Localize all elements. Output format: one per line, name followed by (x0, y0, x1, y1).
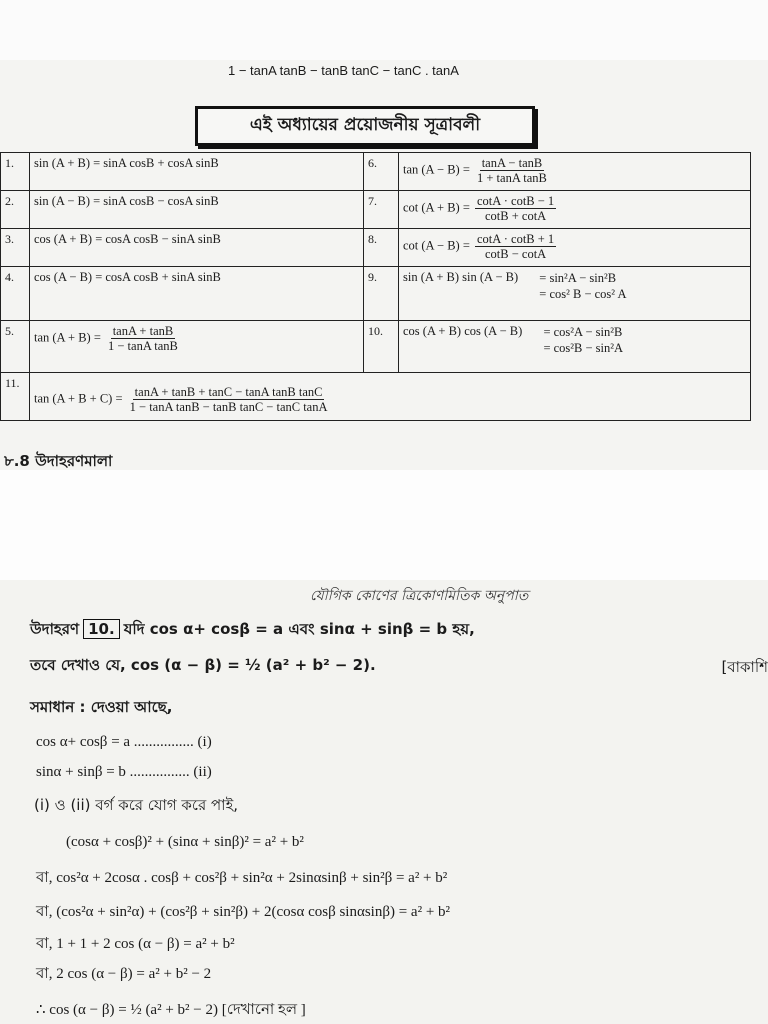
formula-cell (399, 191, 751, 229)
denominator: 1 − tanA tanB − tanB tanC − tanC tanA (129, 400, 328, 414)
numerator: cotA · cotB + 1 (477, 232, 555, 246)
formula-lhs: cot (A − B) = (403, 238, 470, 253)
result-line: = cos²B − sin²A (543, 341, 624, 355)
table-row (1, 373, 751, 421)
formula-cell (30, 373, 751, 421)
formula-cell: sin (A + B) = sinA cosB + cosA sinB (30, 153, 364, 191)
denominator: cotB − cotA (484, 247, 547, 261)
formula-title: এই অধ্যায়ের প্রয়োজনীয় সূত্রাবলী (195, 106, 535, 146)
result-line: = cos²A − sin²B (543, 325, 623, 339)
row-number: 4. (1, 267, 30, 321)
formula-cell (399, 267, 751, 321)
formula-lhs: tan (A − B) = (403, 162, 470, 177)
fraction (106, 324, 180, 353)
math-line: ∴ cos (α − β) = ½ (a² + b² − 2) [দেখানো হল ] (36, 1002, 306, 1018)
example-claim: তবে দেখাও যে, cos (α − β) = ½ (a² + b² − 2). (30, 656, 376, 674)
table-row (1, 191, 751, 229)
row-number: 9. (364, 267, 399, 321)
result-line: = sin²A − sin²B (539, 271, 617, 285)
formula-lhs: tan (A + B) = (34, 330, 101, 345)
solution-heading: সমাধান : দেওয়া আছে, (30, 698, 173, 716)
row-number: 6. (364, 153, 399, 191)
fraction (128, 385, 330, 414)
math-line: বা, 1 + 1 + 2 cos (α − β) = a² + b² (36, 936, 235, 952)
math-line: বা, (cos²α + sin²α) + (cos²β + sin²β) + 2(cosα cosβ sinαsinβ) = a² + b² (36, 904, 451, 920)
row-number: 7. (364, 191, 399, 229)
row-number: 11. (1, 373, 30, 421)
formula-lhs: cos (A + B) cos (A − B) (403, 324, 523, 338)
numerator: tanA + tanB (112, 324, 174, 338)
fraction (475, 194, 556, 223)
numerator: tanA + tanB + tanC − tanA tanB tanC (134, 385, 323, 399)
fraction (475, 232, 556, 261)
formula-cell: sin (A − B) = sinA cosB − cosA sinB (30, 191, 364, 229)
denominator: 1 + tanA tanB (477, 171, 547, 185)
top-margin (0, 0, 768, 60)
formula-cell (399, 321, 751, 373)
row-number: 8. (364, 229, 399, 267)
row-number: 2. (1, 191, 30, 229)
formula-cell (399, 229, 751, 267)
table-row (1, 321, 751, 373)
chapter-running-head: যৌগিক কোণের ত্রিকোণমিতিক অনুপাত (310, 588, 529, 604)
row-number: 5. (1, 321, 30, 373)
example-statement (30, 618, 475, 643)
given-equation: sinα + sinβ = b ................ (ii) (36, 764, 212, 780)
row-number: 3. (1, 229, 30, 267)
formula-cell (30, 321, 364, 373)
math-line: (cosα + cosβ)² + (sinα + sinβ)² = a² + b² (66, 834, 304, 850)
page-gap (0, 470, 768, 580)
denominator: cotB + cotA (484, 209, 547, 223)
section-heading: ৮.8 উদাহরণমালা (4, 452, 113, 470)
fraction (475, 156, 549, 185)
given-equation: cos α+ cosβ = a ................ (i) (36, 734, 212, 750)
denominator: 1 − tanA tanB (108, 339, 178, 353)
formula-lhs: tan (A + B + C) = (34, 391, 123, 406)
formula-lhs: sin (A + B) sin (A − B) (403, 270, 519, 284)
formula-cell: cos (A − B) = cosA cosB + sinA sinB (30, 267, 364, 321)
example-text: যদি cos α+ cosβ = a এবং sinα + sinβ = b হয়, (123, 620, 475, 638)
row-number: 1. (1, 153, 30, 191)
example-number: 10. (83, 619, 120, 639)
previous-line-fragment: 1 − tanA tanB − tanB tanC − tanC . tanA (228, 63, 459, 78)
numerator: cotA · cotB − 1 (477, 194, 555, 208)
formula-cell (399, 153, 751, 191)
source-tag: [বাকাশি (721, 658, 768, 676)
formula-results (539, 270, 626, 302)
table-row (1, 229, 751, 267)
row-number: 10. (364, 321, 399, 373)
formula-cell: cos (A + B) = cosA cosB − sinA sinB (30, 229, 364, 267)
result-line: = cos² B − cos² A (539, 287, 627, 301)
math-line: বা, cos²α + 2cosα . cosβ + cos²β + sin²α + 2sinαsinβ + sin²β = a² + b² (36, 870, 448, 886)
formula-table (0, 152, 751, 421)
numerator: tanA − tanB (481, 156, 543, 170)
table-row (1, 153, 751, 191)
step-text: (i) ও (ii) বর্গ করে যোগ করে পাই, (34, 796, 239, 814)
table-row (1, 267, 751, 321)
formula-results (543, 324, 623, 356)
formula-lhs: cot (A + B) = (403, 200, 470, 215)
math-line: বা, 2 cos (α − β) = a² + b² − 2 (36, 966, 212, 982)
example-label: উদাহরণ (30, 620, 80, 638)
